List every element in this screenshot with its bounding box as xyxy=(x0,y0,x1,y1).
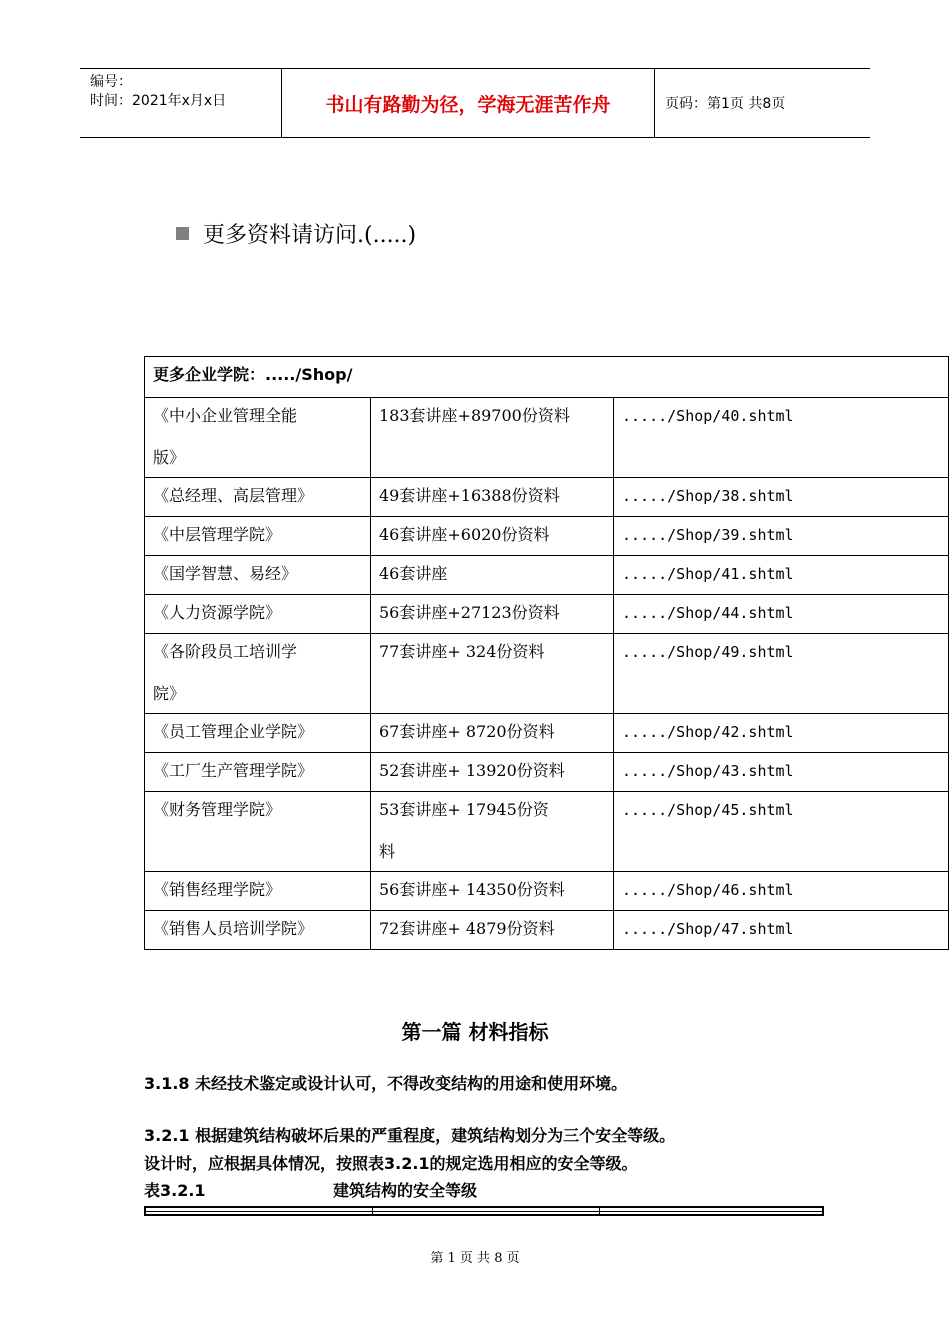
course-name-cell-text: 《国学智慧、易经》 xyxy=(153,564,298,583)
course-url-cell xyxy=(614,792,949,872)
visit-text: 更多资料请访问.(.....) xyxy=(203,223,417,248)
links-table-header: 更多企业学院：...../Shop/ xyxy=(145,357,949,398)
course-url-cell-text: ...../Shop/49.shtml xyxy=(622,643,794,661)
course-count-cell xyxy=(371,714,614,753)
links-table xyxy=(144,356,949,950)
course-url-cell xyxy=(614,517,949,556)
course-url-cell xyxy=(614,595,949,634)
course-count-cell-text: 56套讲座+27123份资料 xyxy=(379,603,560,622)
table-caption-id: 表3.2.1 xyxy=(144,1181,206,1200)
course-name-cell-text: 《中小企业管理全能 xyxy=(153,406,298,425)
course-count-cell-text: 46套讲座 xyxy=(379,564,448,583)
links-table-header-row xyxy=(145,357,949,398)
header-meta xyxy=(80,69,282,137)
course-name-cell xyxy=(145,911,371,950)
course-url-cell xyxy=(614,556,949,595)
table-column-rule xyxy=(599,1208,600,1214)
course-count-cell xyxy=(371,478,614,517)
course-name-cell-text: 《销售人员培训学院》 xyxy=(153,919,314,938)
table-column-rule xyxy=(372,1208,373,1214)
course-count-cell xyxy=(371,595,614,634)
course-name-cell-text: 《员工管理企业学院》 xyxy=(153,722,314,741)
course-count-cell-text: 料 xyxy=(379,842,396,861)
table-row xyxy=(145,872,949,911)
course-url-cell-text: ...../Shop/39.shtml xyxy=(622,526,794,544)
course-name-cell-text: 院》 xyxy=(153,684,186,703)
table-caption-title: 建筑结构的安全等级 xyxy=(333,1181,478,1200)
course-count-cell-text: 77套讲座+ 324份资料 xyxy=(379,642,545,661)
course-name-cell xyxy=(145,714,371,753)
table-row xyxy=(145,714,949,753)
clause-3-1-8: 3.1.8 未经技术鉴定或设计认可，不得改变结构的用途和使用环境。 xyxy=(144,1074,628,1093)
header-motto: 书山有路勤为径，学海无涯苦作舟 xyxy=(282,69,655,137)
course-url-cell xyxy=(614,753,949,792)
course-count-cell xyxy=(371,792,614,872)
table-row xyxy=(145,398,949,478)
course-count-cell-text: 53套讲座+ 17945份资 xyxy=(379,800,549,819)
table-row xyxy=(145,792,949,872)
course-url-cell xyxy=(614,634,949,714)
course-count-cell-text: 49套讲座+16388份资料 xyxy=(379,486,560,505)
time-label: 时间：2021年x月x日 xyxy=(90,93,227,109)
course-url-cell-text: ...../Shop/47.shtml xyxy=(622,920,794,938)
course-url-cell xyxy=(614,714,949,753)
course-count-cell xyxy=(371,634,614,714)
course-url-cell-text: ...../Shop/44.shtml xyxy=(622,604,794,622)
course-count-cell-text: 183套讲座+89700份资料 xyxy=(379,406,570,425)
page-footer: 第 1 页 共 8 页 xyxy=(430,1251,520,1266)
table-row xyxy=(145,753,949,792)
course-url-cell-text: ...../Shop/46.shtml xyxy=(622,881,794,899)
course-count-cell-text: 72套讲座+ 4879份资料 xyxy=(379,919,555,938)
course-name-cell xyxy=(145,556,371,595)
header-page-info: 页码：第1页 共8页 xyxy=(665,96,786,112)
course-count-cell xyxy=(371,753,614,792)
course-name-cell xyxy=(145,753,371,792)
table-row xyxy=(145,595,949,634)
course-name-cell-text: 《财务管理学院》 xyxy=(153,800,282,819)
course-name-cell-text: 《中层管理学院》 xyxy=(153,525,282,544)
table-row xyxy=(145,478,949,517)
course-url-cell xyxy=(614,872,949,911)
course-name-cell xyxy=(145,595,371,634)
safety-level-table-stub xyxy=(144,1206,824,1216)
course-name-cell xyxy=(145,398,371,478)
course-count-cell xyxy=(371,556,614,595)
course-url-cell xyxy=(614,398,949,478)
course-name-cell xyxy=(145,634,371,714)
course-url-cell-text: ...../Shop/42.shtml xyxy=(622,723,794,741)
visit-line xyxy=(176,218,416,249)
square-bullet-icon xyxy=(176,227,189,240)
course-name-cell xyxy=(145,792,371,872)
course-url-cell-text: ...../Shop/43.shtml xyxy=(622,762,794,780)
course-name-cell-text: 《各阶段员工培训学 xyxy=(153,642,298,661)
course-name-cell xyxy=(145,517,371,556)
course-count-cell xyxy=(371,911,614,950)
course-url-cell-text: ...../Shop/45.shtml xyxy=(622,801,794,819)
section-title: 第一篇 材料指标 xyxy=(401,1020,549,1044)
course-name-cell xyxy=(145,478,371,517)
course-count-cell-text: 67套讲座+ 8720份资料 xyxy=(379,722,555,741)
course-name-cell-text: 《人力资源学院》 xyxy=(153,603,282,622)
table-row xyxy=(145,556,949,595)
course-name-cell-text: 版》 xyxy=(153,448,186,467)
table-row xyxy=(145,517,949,556)
table-rule xyxy=(146,1211,822,1212)
course-url-cell xyxy=(614,911,949,950)
course-url-cell xyxy=(614,478,949,517)
course-count-cell xyxy=(371,398,614,478)
table-row xyxy=(145,911,949,950)
course-count-cell-text: 52套讲座+ 13920份资料 xyxy=(379,761,565,780)
course-count-cell xyxy=(371,872,614,911)
clause-3-2-1-line1: 3.2.1 根据建筑结构破坏后果的严重程度，建筑结构划分为三个安全等级。 xyxy=(144,1126,676,1145)
course-url-cell-text: ...../Shop/38.shtml xyxy=(622,487,794,505)
course-url-cell-text: ...../Shop/41.shtml xyxy=(622,565,794,583)
course-name-cell-text: 《总经理、高层管理》 xyxy=(153,486,314,505)
course-count-cell-text: 56套讲座+ 14350份资料 xyxy=(379,880,565,899)
course-name-cell-text: 《销售经理学院》 xyxy=(153,880,282,899)
course-name-cell xyxy=(145,872,371,911)
table-row xyxy=(145,634,949,714)
course-name-cell-text: 《工厂生产管理学院》 xyxy=(153,761,314,780)
clause-3-2-1-line2: 设计时，应根据具体情况，按照表3.2.1的规定选用相应的安全等级。 xyxy=(144,1154,638,1173)
course-count-cell xyxy=(371,517,614,556)
number-label: 编号： xyxy=(90,74,132,90)
course-count-cell-text: 46套讲座+6020份资料 xyxy=(379,525,550,544)
page-header xyxy=(80,68,870,138)
course-url-cell-text: ...../Shop/40.shtml xyxy=(622,407,794,425)
